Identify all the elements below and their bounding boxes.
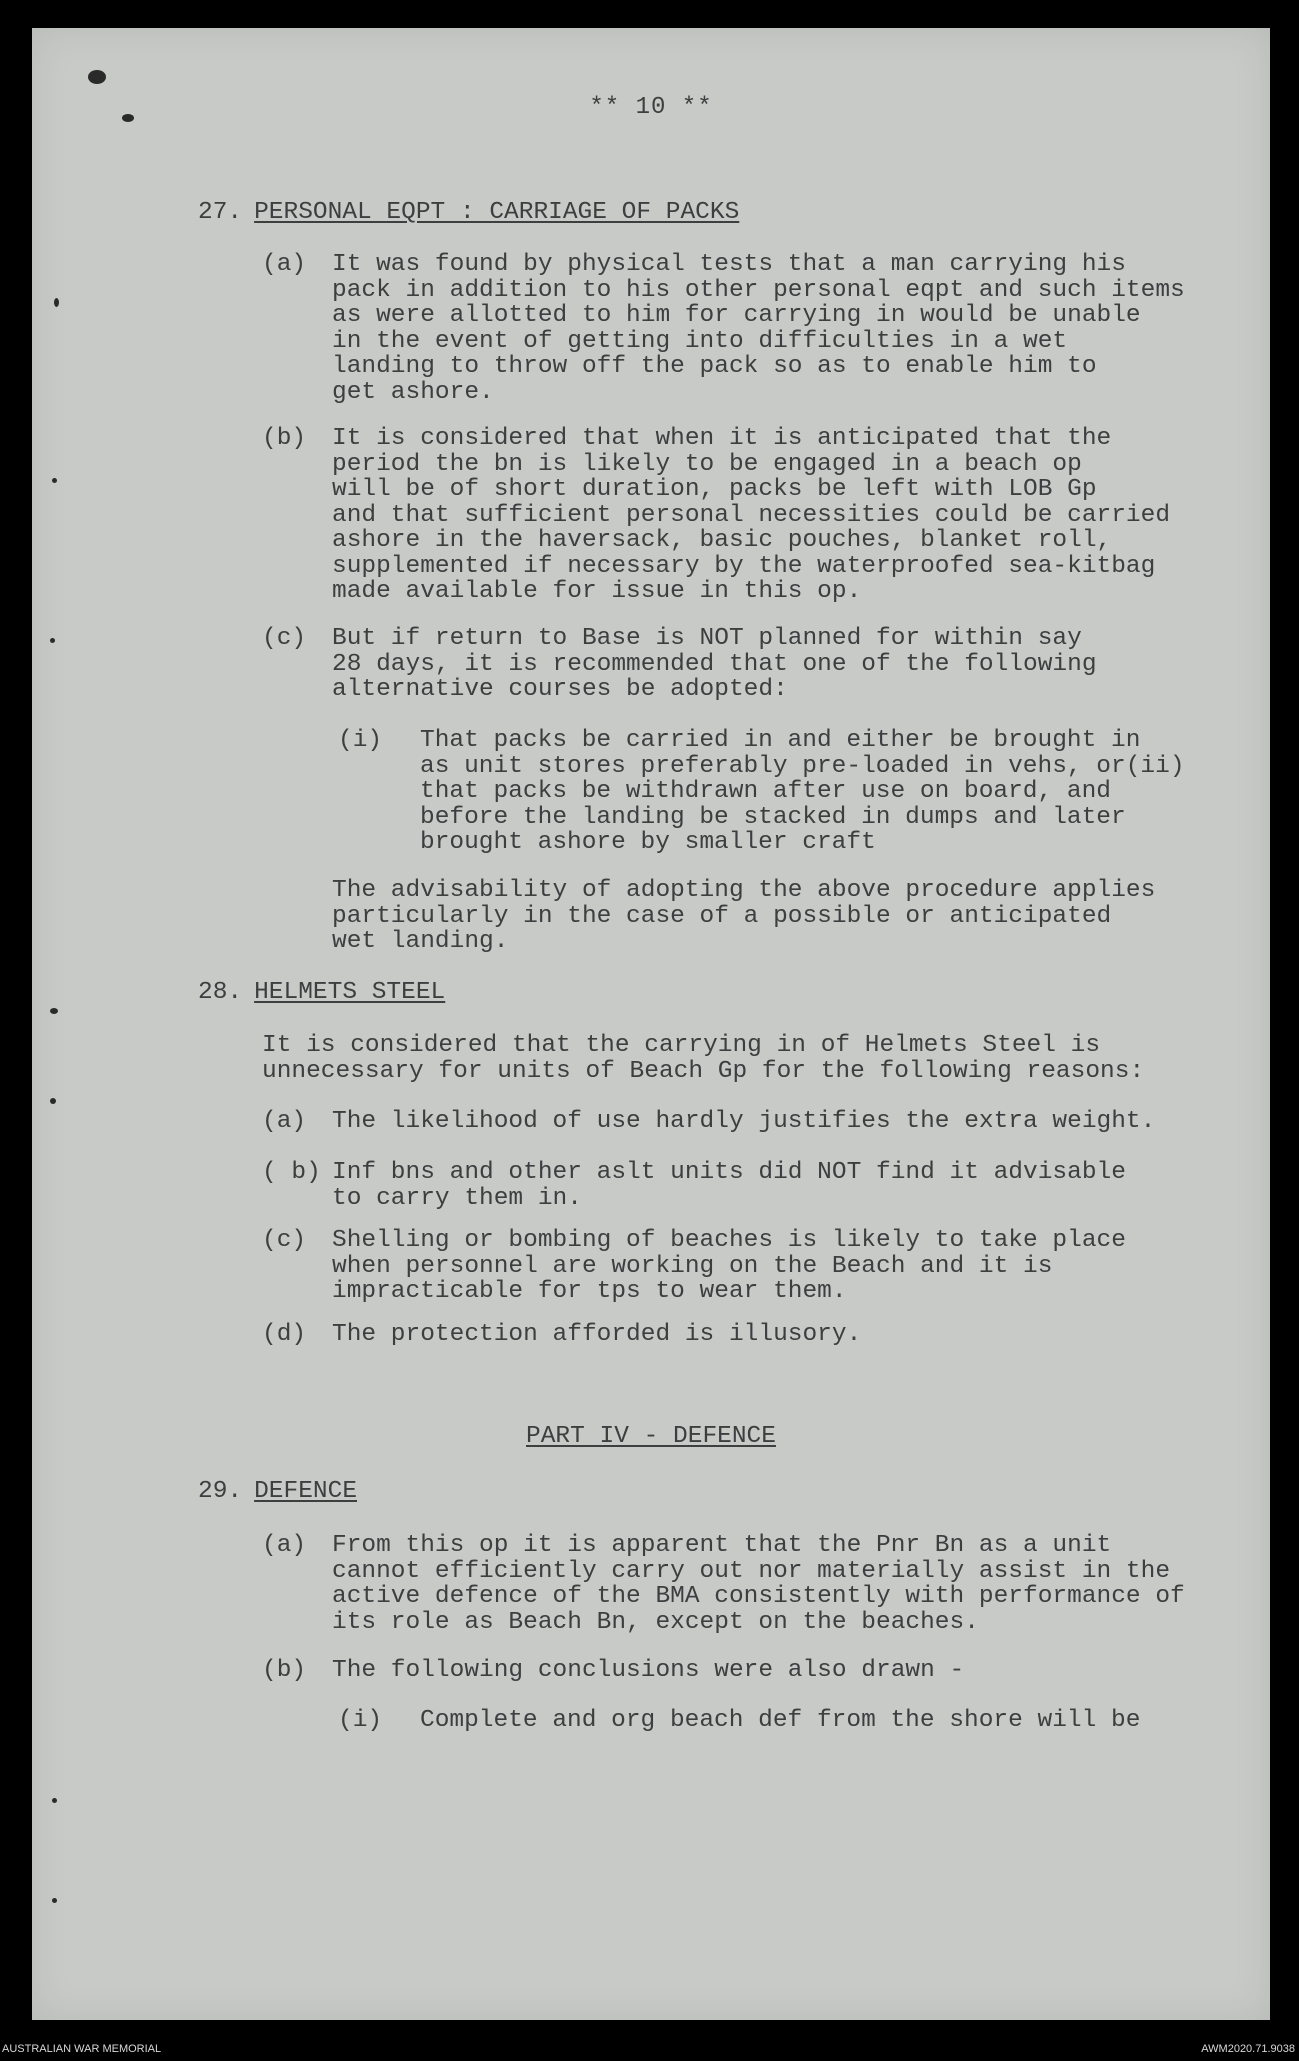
item-label: ( b) [262, 1159, 321, 1186]
section-27-heading [198, 200, 739, 226]
item-text: From this op it is apparent that the Pnr Bn as a unit cannot efficiently carry out nor materially assist in the active defence of the BMA consistently with performance of its role as Beach Bn, except on the beaches. [332, 1532, 1185, 1636]
item-text: Shelling or bombing of beaches is likely to take place when personnel are working on the Beach and it is impracticable for tps to wear them. [332, 1227, 1126, 1305]
item-text: The following conclusions were also drawn - [332, 1657, 965, 1684]
item-label: (b) [262, 425, 307, 452]
section-29-item-a [262, 1533, 1252, 1635]
section-number: 27. [198, 199, 243, 226]
item-label: (i) [338, 1707, 383, 1734]
page-number: ** 10 ** [589, 94, 713, 121]
item-label: (a) [262, 1108, 307, 1135]
item-text: Complete and org beach def from the shore will be [420, 1707, 1141, 1734]
item-label: (b) [262, 1657, 307, 1684]
item-text: It was found by physical tests that a man carrying his pack in addition to his other personal eqpt and such items as were allotted to him for carrying in would be unable in the event of getting into difficulties in a wet landing to throw off the pack so as to enable him to get ashore. [332, 251, 1185, 406]
section-29-item-b-i [338, 1708, 1258, 1734]
document-text [32, 28, 1270, 2020]
section-27-item-c-i [338, 728, 1258, 856]
item-label: (a) [262, 1532, 307, 1559]
section-27-closing: The advisability of adopting the above procedure applies particularly in the case of a possible or anticipated wet landing. [332, 877, 1156, 955]
section-27-item-b [262, 426, 1242, 605]
section-27-item-a [262, 252, 1242, 405]
section-29-heading [198, 1479, 357, 1505]
item-text: The protection afforded is illusory. [332, 1321, 862, 1348]
item-text: It is considered that when it is anticipated that the period the bn is likely to be engaged in a beach op will be of short duration, packs be left with LOB Gp and that sufficient personal necessities could be carried ashore in the haversack, basic pouches, blanket roll, supplemented if necessary by the waterproofed sea-kitbag made available for issue in this op. [332, 425, 1171, 605]
section-title: PERSONAL EQPT : CARRIAGE OF PACKS [254, 199, 740, 226]
section-title: HELMETS STEEL [254, 979, 446, 1006]
item-label: (a) [262, 251, 307, 278]
document-page [32, 28, 1270, 2020]
part-iv-heading: PART IV - DEFENCE [526, 1423, 776, 1450]
footer-catalogue-id: AWM2020.71.9038 [1201, 2043, 1295, 2055]
footer-source: AUSTRALIAN WAR MEMORIAL [2, 2043, 162, 2055]
section-28-item-b [262, 1160, 1242, 1211]
section-number: 29. [198, 1478, 243, 1505]
section-number: 28. [198, 979, 243, 1006]
item-text: The likelihood of use hardly justifies the extra weight. [332, 1108, 1156, 1135]
section-28-item-a [262, 1109, 1242, 1135]
item-label: (d) [262, 1321, 307, 1348]
section-28-heading [198, 980, 445, 1006]
section-title: DEFENCE [254, 1478, 358, 1505]
item-text: But if return to Base is NOT planned for within say 28 days, it is recommended that one of the following alternative courses be adopted: [332, 625, 1097, 703]
section-27-item-c [262, 626, 1242, 703]
section-28-item-c [262, 1228, 1242, 1305]
item-text: That packs be carried in and either be brought in as unit stores preferably pre-loaded in vehs, or(ii) that packs be withdrawn after use on board, and before the landing be stacked in dumps and later brought ashore by smaller craft [420, 727, 1185, 856]
item-label: (i) [338, 727, 383, 754]
item-label: (c) [262, 625, 307, 652]
item-label: (c) [262, 1227, 307, 1254]
section-29-item-b [262, 1658, 1242, 1684]
item-text: Inf bns and other aslt units did NOT find it advisable to carry them in. [332, 1159, 1126, 1212]
section-28-intro: It is considered that the carrying in of Helmets Steel is unnecessary for units of Beach Gp for the following reasons: [262, 1032, 1145, 1085]
section-28-item-d [262, 1322, 1242, 1348]
